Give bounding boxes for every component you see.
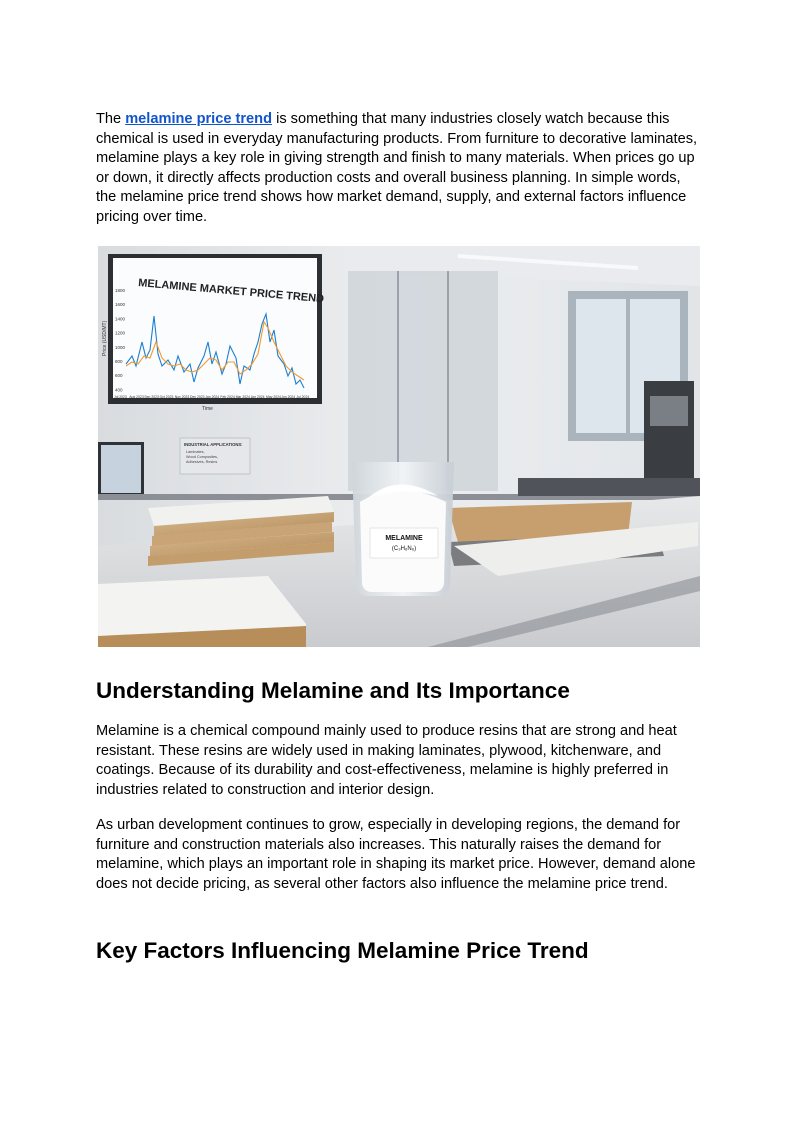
screen-y-tick: 600	[115, 373, 123, 379]
screen-x-tick: Mar 2024	[235, 395, 250, 399]
screen-x-tick: Nov 2023	[174, 395, 190, 399]
section1-p2-text: As urban development continues to grow, especially in developing regions, the demand for furniture and construction materials also increases. This naturally raises the demand for melamine, which plays an important role in shaping its market price. However, demand alone does not decide pricing, as several other factors also influence the melamine price trend.	[96, 817, 696, 892]
screen-x-tick: Apr 2024	[250, 395, 265, 399]
screen-x-tick: Aug 2023	[129, 395, 144, 399]
sign-line-2: Wood Composites,	[186, 455, 219, 459]
screen-x-axis-label: Time	[202, 406, 213, 412]
screen-x-tick: Jan 2024	[205, 395, 220, 399]
melamine-beaker	[352, 462, 454, 596]
screen-x-tick: Jul 2024	[296, 395, 310, 399]
intro-text-rest: is something that many industries closely watch because this chemical is used in everyday manufacturing products. From furniture to decorative laminates, melamine plays a key role in giving strength and finish to many materials. When prices go up or down, it directly affects production costs and overall business planning. In simple words, the melamine price trend shows how market demand, supply, and external factors influence pricing over time.	[96, 111, 698, 225]
screen-y-tick: 1400	[115, 316, 126, 322]
beaker-label: MELAMINE	[385, 535, 423, 542]
screen-x-tick: Jul 2023	[114, 395, 127, 399]
screen-x-tick: Jun 2024	[281, 395, 296, 399]
screen-x-tick: Oct 2023	[159, 395, 174, 399]
section1-paragraph-2	[96, 816, 700, 894]
screen-y-tick: 1000	[115, 344, 126, 350]
section1-p1-text: Melamine is a chemical compound mainly used to produce resins that are strong and heat resistant. These resins are widely used in making laminates, plywood, kitchenware, and coatings. Because of its durability and cost-effectiveness, melamine is highly preferred in industries related to construction and interior design.	[96, 723, 677, 798]
melamine-price-trend-link[interactable]: melamine price trend	[125, 111, 273, 127]
screen-y-tick: 400	[115, 387, 123, 393]
sign-title: INDUSTRIAL APPLICATIONS:	[184, 442, 243, 447]
screen-y-tick: 1800	[115, 288, 126, 293]
beaker-formula: (C₃H₆N₆)	[391, 546, 417, 552]
intro-block	[96, 110, 700, 227]
screen-y-axis-label: Price (USD/MT)	[102, 320, 108, 356]
section-heading-understanding: Understanding Melamine and Its Importance	[96, 678, 570, 703]
screen-y-tick: 1200	[115, 330, 126, 336]
screen-y-tick: 800	[115, 359, 123, 364]
section1-paragraph-1	[96, 722, 700, 800]
screen-y-tick: 1600	[115, 302, 126, 308]
section-heading-key-factors: Key Factors Influencing Melamine Price Trend	[96, 938, 589, 963]
lab-illustration	[98, 246, 700, 647]
sign-line-1: Laminates,	[186, 450, 205, 454]
screen-title: MELAMINE MARKET PRICE TREND	[137, 277, 325, 306]
screen-x-tick: Dec 2023	[190, 395, 205, 399]
screen-x-tick: Feb 2024	[220, 395, 235, 399]
intro-text-start: The	[96, 111, 126, 127]
screen-x-tick: May 2024	[266, 395, 281, 399]
screen-x-tick: Sep 2023	[144, 395, 159, 399]
intro-paragraph	[96, 110, 700, 227]
sign-line-3: Adhesives, Resins	[186, 460, 218, 464]
